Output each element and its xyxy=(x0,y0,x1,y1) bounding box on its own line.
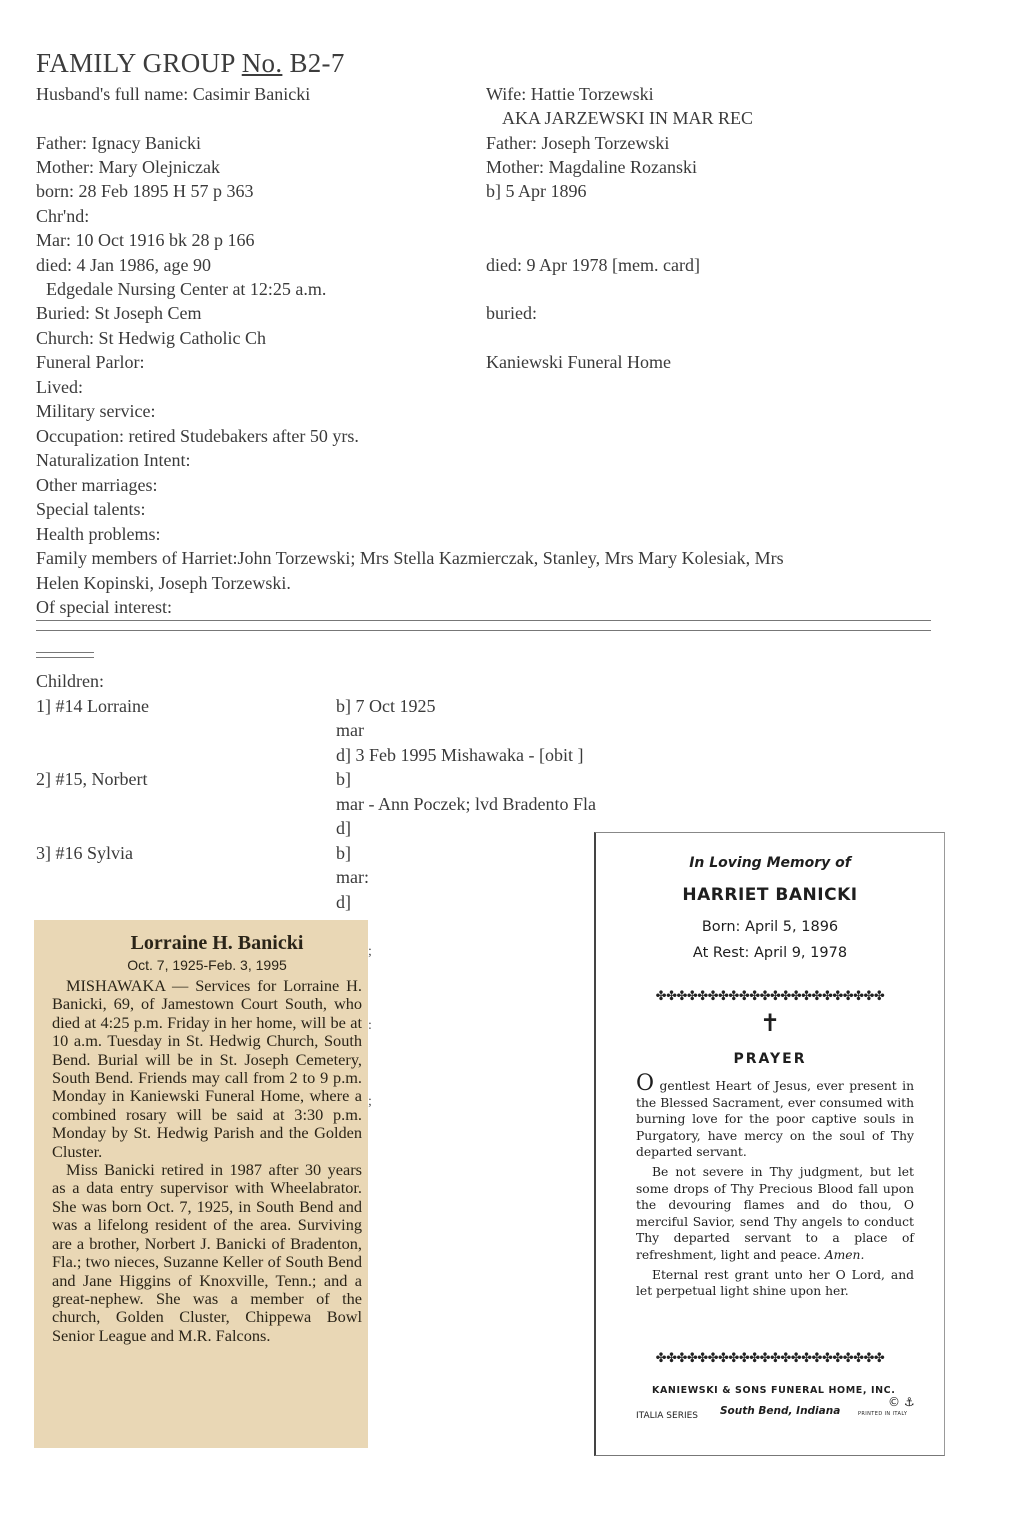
wife-name: Wife: Hattie Torzewski xyxy=(486,84,654,104)
special-interest-label: Of special interest: xyxy=(36,597,172,617)
wife-buried-label: buried: xyxy=(486,303,537,323)
husband-buried: Buried: St Joseph Cem xyxy=(36,303,202,323)
husband-name: Husband's full name: Casimir Banicki xyxy=(36,84,311,104)
wife-born: b] 5 Apr 1896 xyxy=(486,181,587,201)
lived-label: Lived: xyxy=(36,377,83,397)
death-place: Edgedale Nursing Center at 12:25 a.m. xyxy=(46,279,327,299)
stray-mark: ; xyxy=(368,1094,372,1109)
separator-line-short xyxy=(36,652,94,658)
stray-mark: : xyxy=(368,1018,372,1033)
child-1-name: 1] #14 Lorraine xyxy=(36,696,149,716)
funeral-parlor-label: Funeral Parlor: xyxy=(36,352,145,372)
wife-aka: AKA JARZEWSKI IN MAR REC xyxy=(502,108,754,128)
child-3-died: d] xyxy=(336,892,351,912)
obituary-paragraph-2: Miss Banicki retired in 1987 after 30 years as a data entry supervisor with Wheelabrator. She was born Oct. 7, 1925, in South Bend and was a lifelong resident of the area. Surviving are a brother, Norbert J. Banicki of Bradenton, Fla.; two nieces, Suzanne Keller of South Bend and Jane Higgins of Knoxville, Tenn.; and a great-nephew. She was a member of the church, Golden Cluster, Chippewa Bowl Senior League and M.R. Falcons. xyxy=(52,1160,362,1345)
child-1-born: b] 7 Oct 1925 xyxy=(336,696,436,716)
card-star-border-bottom: ✤✤✤✤✤✤✤✤✤✤✤✤✤✤✤✤✤✤✤✤✤✤ xyxy=(655,1351,885,1366)
family-members: Family members of Harriet:John Torzewski; Mrs Stella Kazmierczak, Stanley, Mrs Mary Kolesiak, Mrs xyxy=(36,548,784,568)
card-funeral-home: KANIEWSKI & SONS FUNERAL HOME, INC. xyxy=(652,1385,896,1396)
child-1-died: d] 3 Feb 1995 Mishawaka - [obit ] xyxy=(336,745,584,765)
occupation: Occupation: retired Studebakers after 50 yrs. xyxy=(36,426,359,446)
wife-father: Father: Joseph Torzewski xyxy=(486,133,670,153)
other-marriages-label: Other marriages: xyxy=(36,475,158,495)
card-at-rest: At Rest: April 9, 1978 xyxy=(692,945,848,961)
prayer-paragraph-3: Eternal rest grant unto her O Lord, and let perpetual light shine upon her. xyxy=(636,1267,914,1299)
husband-mother: Mother: Mary Olejniczak xyxy=(36,157,220,177)
card-prayer-text xyxy=(636,1071,914,1303)
obituary-paragraph-1: MISHAWAKA — Services for Lorraine H. Banicki, 69, of Jamestown Court South, who died at 4:25 p.m. Friday in her home, will be at 10 a.m. Tuesday in St. Hedwig Church, South Bend. Burial will be in St. Joseph Cemetery, South Bend. Friends may call from 2 to 9 p.m. Monday in Kaniewski Funeral Home, where a combined rosary will be said at 3:30 p.m. Monday by St. Hedwig Parish and the Golden Cluster. xyxy=(52,976,362,1161)
card-city: South Bend, Indiana xyxy=(720,1405,841,1417)
card-printed: PRINTED IN ITALY xyxy=(858,1411,908,1417)
prayer-paragraph-2: Be not severe in Thy judgment, but let some drops of Thy Precious Blood fall upon the devouring flames and do thou, O merciful Savior, send Thy angels to conduct Thy departed servant to a place of refreshment, light and peace. xyxy=(636,1164,914,1262)
child-2-born: b] xyxy=(336,769,351,789)
stray-mark: ; xyxy=(368,944,372,959)
special-talents-label: Special talents: xyxy=(36,499,146,519)
card-series: ITALIA SERIES xyxy=(636,1411,699,1421)
child-3-born: b] xyxy=(336,843,351,863)
husband-born: born: 28 Feb 1895 H 57 p 363 xyxy=(36,181,254,201)
church: Church: St Hedwig Catholic Ch xyxy=(36,328,266,348)
obituary-clipping xyxy=(34,920,368,1448)
obituary-dates: Oct. 7, 1925-Feb. 3, 1995 xyxy=(127,957,287,973)
child-3-name: 3] #16 Sylvia xyxy=(36,843,133,863)
health-problems-label: Health problems: xyxy=(36,524,161,544)
prayer-amen: Amen. xyxy=(824,1247,865,1262)
husband-christened: Chr'nd: xyxy=(36,206,90,226)
prayer-initial: O xyxy=(636,1071,655,1096)
cross-icon: ✝ xyxy=(759,1009,781,1037)
husband-died: died: 4 Jan 1986, age 90 xyxy=(36,255,211,275)
card-name: HARRIET BANICKI xyxy=(682,885,858,905)
marriage-date: Mar: 10 Oct 1916 bk 28 p 166 xyxy=(36,230,255,250)
child-3-married: mar: xyxy=(336,867,369,887)
card-star-border-top: ✤✤✤✤✤✤✤✤✤✤✤✤✤✤✤✤✤✤✤✤✤✤ xyxy=(655,989,885,1004)
wife-funeral-home: Kaniewski Funeral Home xyxy=(486,352,671,372)
obituary-name: Lorraine H. Banicki xyxy=(130,932,304,954)
separator-line xyxy=(36,620,931,631)
children-label: Children: xyxy=(36,671,104,691)
prayer-paragraph-1: gentlest Heart of Jesus, ever present in the Blessed Sacrament, ever consumed with burning love for the poor captive souls in Purgatory, have mercy on the soul of Thy departed servant. xyxy=(636,1079,914,1160)
child-2-name: 2] #15, Norbert xyxy=(36,769,148,789)
copyright-icon: © ⚓ xyxy=(888,1395,915,1409)
child-2-died: d] xyxy=(336,818,351,838)
card-prayer-title: PRAYER xyxy=(733,1051,807,1067)
naturalization-label: Naturalization Intent: xyxy=(36,450,191,470)
husband-father: Father: Ignacy Banicki xyxy=(36,133,201,153)
family-members-cont: Helen Kopinski, Joseph Torzewski. xyxy=(36,573,291,593)
child-2-married: mar - Ann Poczek; lvd Bradento Fla xyxy=(336,794,596,814)
child-1-married: mar xyxy=(336,720,364,740)
card-in-memory: In Loving Memory of xyxy=(689,855,851,871)
memorial-card xyxy=(594,832,945,1456)
wife-mother: Mother: Magdaline Rozanski xyxy=(486,157,697,177)
military-service-label: Military service: xyxy=(36,401,156,421)
card-born: Born: April 5, 1896 xyxy=(701,919,839,935)
wife-died: died: 9 Apr 1978 [mem. card] xyxy=(486,255,700,275)
document-title: FAMILY GROUP No. B2-7 xyxy=(36,48,345,78)
